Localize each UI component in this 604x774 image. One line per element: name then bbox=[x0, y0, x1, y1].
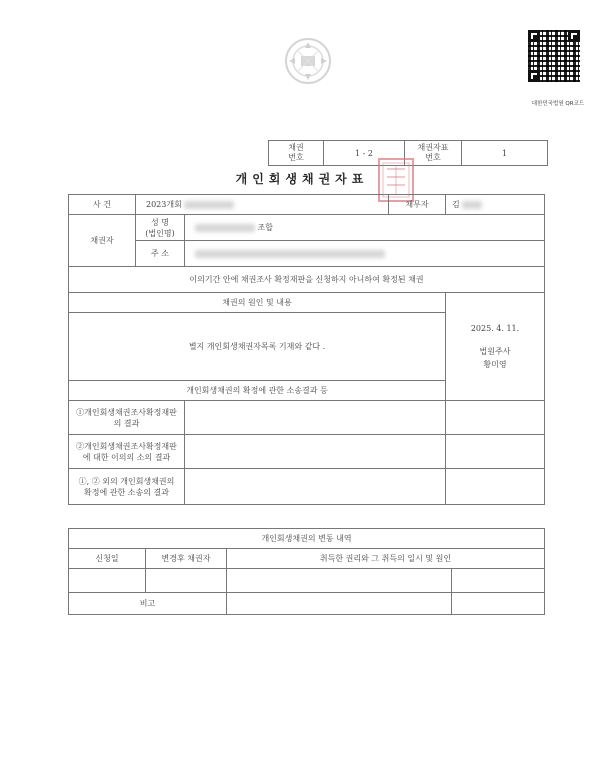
litigation-row-1-value bbox=[185, 401, 446, 435]
qr-caption: 대한민국법원 QR코드 bbox=[531, 101, 585, 107]
record-no-value: 1 bbox=[462, 141, 548, 166]
creditor-record-table bbox=[68, 194, 545, 505]
col-new-creditor: 변경후 채권자 bbox=[146, 549, 227, 569]
cell-reason-side bbox=[452, 569, 545, 593]
claim-cause-text: 별지 개인회생채권자목록 기재와 같다 . bbox=[69, 313, 446, 381]
col-acquisition-reason: 취득한 권리와 그 취득의 일시 및 원인 bbox=[227, 549, 545, 569]
claim-cause-header: 채권의 원인 및 내용 bbox=[69, 293, 446, 313]
cell-reason bbox=[227, 569, 452, 593]
officer-title: 법원주사 bbox=[479, 347, 511, 356]
litigation-row-3-value bbox=[185, 469, 446, 505]
change-history-header: 개인회생채권의 변동 내역 bbox=[69, 529, 545, 549]
redacted-case-number bbox=[184, 201, 234, 209]
litigation-row-1-side bbox=[446, 401, 545, 435]
redacted-creditor-name bbox=[195, 224, 255, 232]
litigation-row-1-label: ①개인회생채권조사확정재판 의 결과 bbox=[69, 401, 185, 435]
litigation-row-2-side bbox=[446, 435, 545, 469]
litigation-header: 개인회생채권의 확정에 관한 소송결과 등 bbox=[69, 381, 446, 401]
redacted-debtor-name bbox=[462, 201, 482, 209]
debtor-label: 채무자 bbox=[389, 195, 446, 215]
litigation-row-2-label: ②개인회생채권조사확정재판 에 대한 이의의 소의 결과 bbox=[69, 435, 185, 469]
address-label: 주 소 bbox=[136, 241, 185, 267]
officer-name: 황미영 bbox=[483, 360, 507, 369]
court-emblem-logo bbox=[283, 36, 333, 86]
case-number: 2023개회 bbox=[146, 200, 182, 209]
confirmation-date: 2025. 4. 11. bbox=[470, 324, 520, 333]
record-no-label: 채권자표 번호 bbox=[405, 141, 462, 166]
remarks-side bbox=[452, 593, 545, 615]
creditor-name-suffix: 조합 bbox=[257, 223, 274, 232]
change-history-table bbox=[68, 528, 545, 615]
remarks-value bbox=[227, 593, 452, 615]
cell-creditor bbox=[146, 569, 227, 593]
document-title: 개인회생채권자표 bbox=[235, 172, 369, 186]
litigation-row-2-value bbox=[185, 435, 446, 469]
redacted-address bbox=[195, 250, 385, 258]
col-application-date: 신청일 bbox=[69, 549, 146, 569]
confirmed-claim-notice: 이의기간 안에 채권조사 확정재판을 신청하지 아니하여 확정된 채권 bbox=[69, 267, 545, 293]
bond-no-value: 1 - 2 bbox=[324, 141, 405, 166]
cell-date bbox=[69, 569, 146, 593]
case-label: 사 건 bbox=[69, 195, 136, 215]
qr-code-icon bbox=[528, 30, 580, 82]
name-label: 성 명 (법인명) bbox=[136, 215, 185, 241]
debtor-name: 김 bbox=[452, 200, 460, 209]
creditor-label: 채권자 bbox=[69, 215, 136, 267]
remarks-label: 비고 bbox=[69, 593, 227, 615]
bond-no-label: 채권 번호 bbox=[269, 141, 324, 166]
litigation-row-3-side bbox=[446, 469, 545, 505]
litigation-row-3-label: ①, ② 외의 개인회생채권의 확정에 관한 소송의 결과 bbox=[69, 469, 185, 505]
